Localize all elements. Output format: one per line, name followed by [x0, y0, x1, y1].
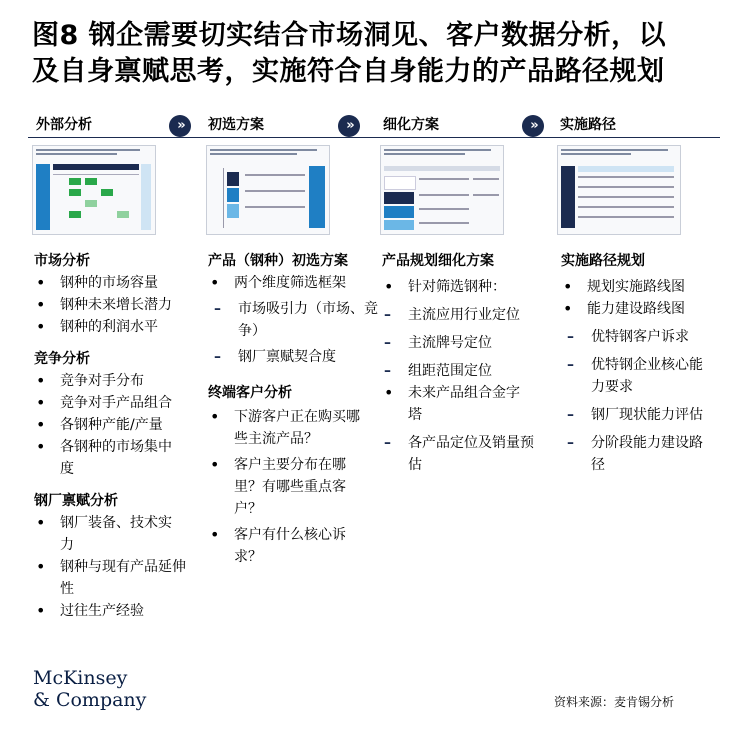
list-item: • 规划实施路线图: [561, 276, 721, 298]
sub-list-item: – 钢厂禀赋契合度: [212, 346, 378, 368]
mckinsey-logo: [33, 667, 146, 711]
sub-list-item: – 组距范围定位: [382, 360, 552, 382]
sub-list-item: – 分阶段能力建设路径: [565, 432, 709, 476]
stage-divider-line: [28, 137, 720, 138]
figure-title-line-2: 及自身禀赋思考，实施符合自身能力的产品路径规划: [32, 56, 665, 87]
thumbnail-roadmap: [557, 145, 681, 235]
sub-list-item: – 优特钢客户诉求: [565, 326, 721, 348]
column-initial-plan: [208, 250, 378, 568]
section-title-detailed-plan: 产品规划细化方案: [382, 253, 494, 269]
logo-line-1: McKinsey: [33, 667, 128, 689]
list-item: • 钢种与现有产品延伸性: [34, 556, 194, 600]
logo-line-2: & Company: [33, 689, 147, 711]
stage-detailed-plan: 细化方案: [383, 117, 439, 133]
list-item: • 各钢种的市场集中度: [34, 436, 178, 480]
list-item: • 过往生产经验: [34, 600, 199, 622]
list-item: • 针对筛选钢种：: [382, 276, 552, 298]
chevron-right-icon: »: [169, 115, 191, 137]
list-item: • 钢种未来增长潜力: [34, 294, 199, 316]
sub-list-item: – 各产品定位及销量预估: [382, 432, 538, 476]
thumbnail-market-table: [32, 145, 156, 235]
list-item: • 竞争对手产品组合: [34, 392, 199, 414]
column-detailed-plan: [382, 250, 552, 476]
section-title-endowment: 钢厂禀赋分析: [34, 493, 118, 509]
section-title-market: 市场分析: [34, 253, 90, 269]
stage-bar: [28, 112, 720, 140]
chevron-right-icon: »: [338, 115, 360, 137]
chevron-right-icon: »: [522, 115, 544, 137]
figure-title: [32, 18, 732, 90]
list-item: • 客户有什么核心诉求？: [208, 524, 364, 568]
list-item: • 能力建设路线图: [561, 298, 721, 320]
section-title-competition: 竞争分析: [34, 351, 90, 367]
list-item: • 钢种的利润水平: [34, 316, 199, 338]
column-external-analysis: [34, 250, 199, 622]
sub-list-item: – 优特钢企业核心能力要求: [565, 354, 709, 398]
thumbnail-detailed-positioning: [380, 145, 504, 235]
sub-list-item: – 市场吸引力（市场、竞争）: [212, 298, 378, 342]
stage-external-analysis: 外部分析: [36, 117, 92, 133]
sub-list-item: – 钢厂现状能力评估: [565, 404, 709, 426]
sub-list-item: – 主流牌号定位: [382, 332, 552, 354]
section-title-implementation: 实施路径规划: [561, 253, 645, 269]
list-item: • 竞争对手分布: [34, 370, 199, 392]
section-title-customer: 终端客户分析: [208, 385, 292, 401]
list-item: • 各钢种产能/产量: [34, 414, 199, 436]
sub-list-item: – 主流应用行业定位: [382, 304, 552, 326]
list-item: • 两个维度筛选框架: [208, 272, 378, 294]
figure-title-line-1: 图8 钢企需要切实结合市场洞见、客户数据分析，以: [32, 20, 667, 51]
section-title-initial-plan: 产品（钢种）初选方案: [208, 253, 348, 269]
stage-implementation-path: 实施路径: [560, 117, 616, 133]
thumbnail-screening-framework: [206, 145, 330, 235]
list-item: • 未来产品组合金字塔: [382, 382, 528, 426]
list-item: • 客户主要分布在哪里？有哪些重点客户？: [208, 454, 364, 520]
list-item: • 钢厂装备、技术实力: [34, 512, 178, 556]
list-item: • 下游客户正在购买哪些主流产品？: [208, 406, 364, 450]
column-implementation-path: [561, 250, 721, 476]
stage-initial-plan: 初选方案: [208, 117, 264, 133]
source-note: 资料来源：麦肯锡分析: [554, 695, 675, 709]
list-item: • 钢种的市场容量: [34, 272, 199, 294]
